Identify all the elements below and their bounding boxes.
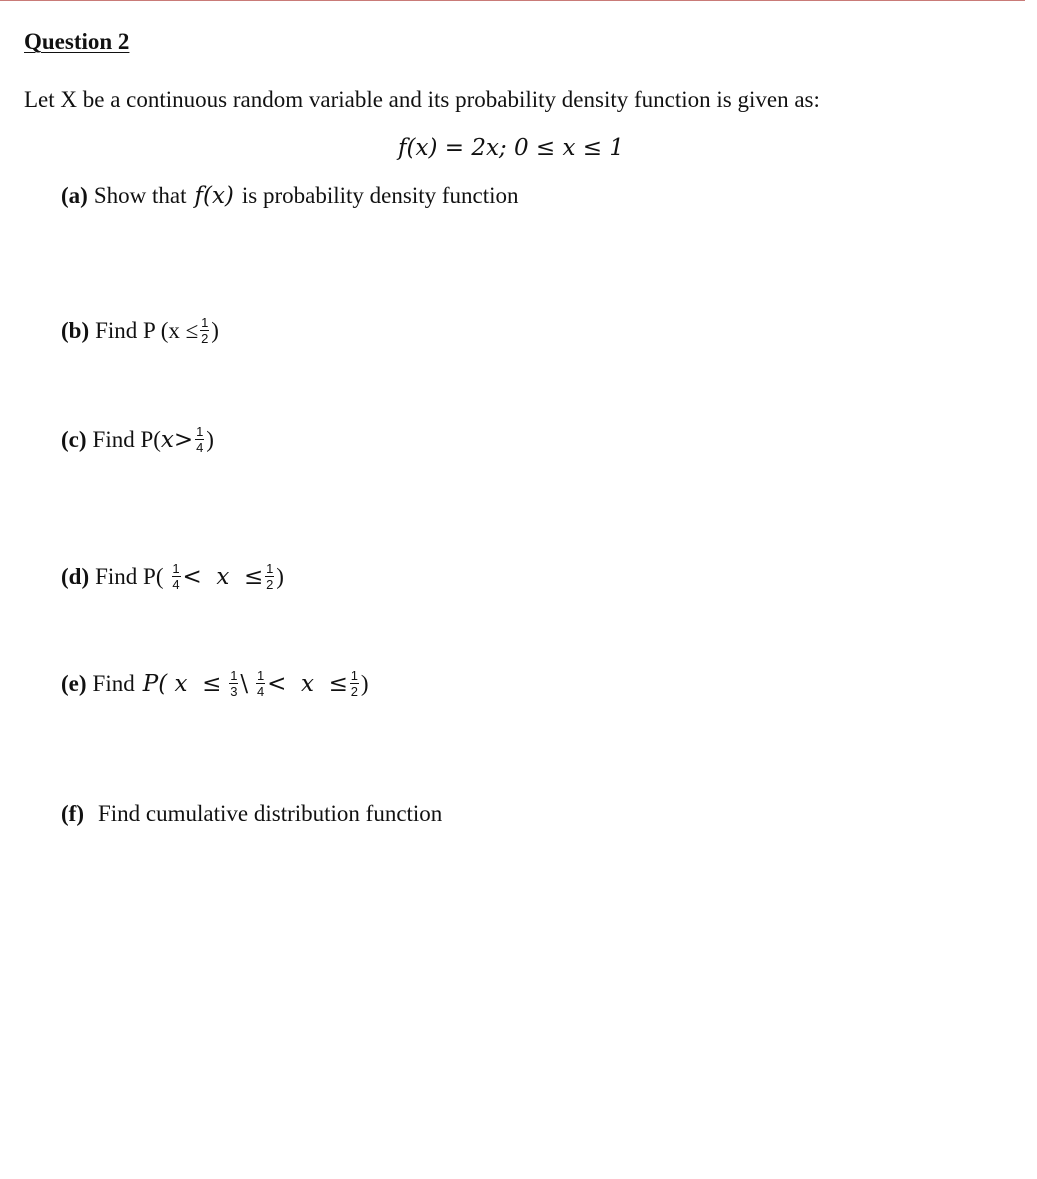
part-d-denominator-1: 4 xyxy=(172,577,180,592)
part-b xyxy=(61,316,219,345)
part-b-post: ) xyxy=(211,317,219,343)
part-d-pre: Find P( xyxy=(95,563,164,589)
part-f-label: (f) xyxy=(61,801,84,826)
part-c-fraction xyxy=(195,425,204,454)
part-e-fraction-1 xyxy=(229,669,238,698)
top-rule xyxy=(0,0,1025,1)
part-e-p: P( xyxy=(142,670,168,697)
part-b-pre: Find P (x ≤ xyxy=(95,317,199,343)
part-a-fx: f(x) xyxy=(194,183,234,209)
part-a xyxy=(61,183,519,209)
part-e-numerator-2: 1 xyxy=(256,668,265,683)
question-heading: Question 2 xyxy=(24,29,130,54)
part-b-numerator: 1 xyxy=(201,315,209,330)
part-d-fraction-1 xyxy=(172,562,181,591)
part-a-text: Show that xyxy=(93,183,187,208)
question-intro: Let X be a continuous random variable and its probability density function is given as: xyxy=(24,87,820,112)
part-d-label: (d) xyxy=(61,563,90,589)
part-f-text: Find cumulative distribution function xyxy=(97,801,443,826)
part-a-label: (a) xyxy=(61,183,88,208)
part-e-fraction-3 xyxy=(350,669,359,698)
part-c-pre: Find P( xyxy=(92,426,161,452)
part-d-post: ) xyxy=(276,563,284,589)
part-e-denominator-2: 4 xyxy=(256,684,265,699)
part-a-rest: is probability density function xyxy=(241,183,519,208)
part-e-x1: x ≤ xyxy=(167,670,222,697)
part-c-denominator: 4 xyxy=(196,440,204,455)
part-d xyxy=(61,562,284,591)
part-c xyxy=(61,425,214,454)
part-d-denominator-2: 2 xyxy=(266,577,274,592)
part-f xyxy=(61,801,442,827)
part-b-label: (b) xyxy=(61,317,90,343)
part-b-denominator: 2 xyxy=(201,331,209,346)
part-c-label: (c) xyxy=(61,426,87,452)
part-e-pre: Find xyxy=(92,670,135,696)
part-d-middle: < x ≤ xyxy=(182,563,264,590)
part-e-post: ) xyxy=(360,670,369,696)
part-e-given-slash: \ xyxy=(240,670,249,697)
part-e-denominator-1: 3 xyxy=(230,684,238,699)
part-b-fraction xyxy=(200,316,209,345)
part-c-numerator: 1 xyxy=(196,424,204,439)
part-e xyxy=(61,669,369,698)
pdf-formula: f(x) = 2x; 0 ≤ x ≤ 1 xyxy=(398,135,625,161)
part-e-numerator-1: 1 xyxy=(230,668,238,683)
part-e-numerator-3: 1 xyxy=(350,668,358,683)
part-d-numerator-1: 1 xyxy=(172,561,180,576)
part-c-op: > xyxy=(173,426,194,453)
part-e-denominator-3: 2 xyxy=(350,684,358,699)
part-c-var: x xyxy=(160,426,174,453)
part-e-label: (e) xyxy=(61,670,87,696)
part-d-numerator-2: 1 xyxy=(266,561,274,576)
part-d-fraction-2 xyxy=(265,562,274,591)
part-e-middle: < x ≤ xyxy=(267,670,348,697)
part-e-fraction-2 xyxy=(256,669,265,698)
part-c-post: ) xyxy=(206,426,214,452)
